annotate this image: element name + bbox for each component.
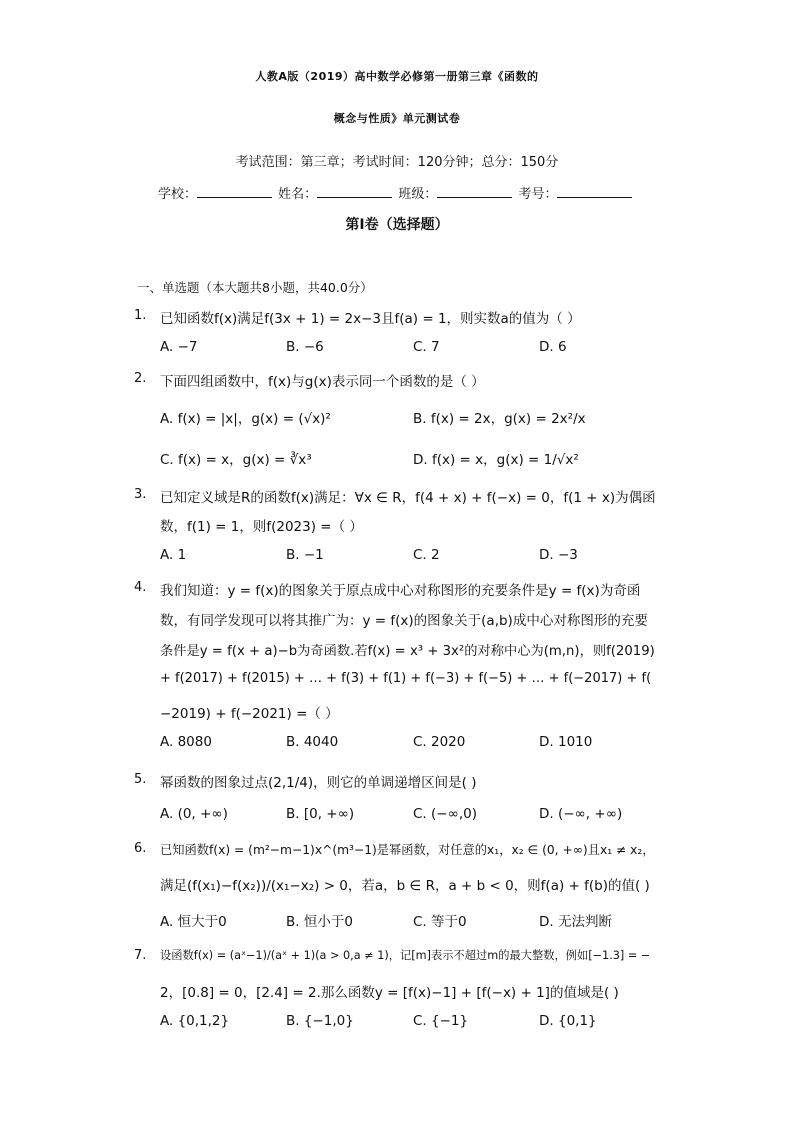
- option-b[interactable]: B. [0, +∞): [286, 806, 355, 822]
- option-c[interactable]: C. 等于0: [413, 914, 467, 930]
- question-text-line: −2019) + f(−2021) =（ ）: [160, 706, 339, 722]
- option-c[interactable]: C. 2: [413, 547, 440, 563]
- option-b[interactable]: B. f(x) = 2x，g(x) = 2x²/x: [413, 411, 586, 427]
- question-text-line: + f(2017) + f(2015) + … + f(3) + f(1) + f(−3) + f(−5) + … + f(−2017) + f(: [160, 671, 652, 686]
- option-b[interactable]: B. −1: [286, 547, 324, 563]
- option-d[interactable]: D. −3: [539, 547, 578, 563]
- option-c[interactable]: C. {−1}: [413, 1013, 469, 1029]
- option-d[interactable]: D. {0,1}: [539, 1013, 597, 1029]
- question-text-line: 条件是y = f(x + a)−b为奇函数.若f(x) = x³ + 3x²的对称中心为(m,n)，则f(2019): [160, 644, 655, 659]
- option-d[interactable]: D. 6: [539, 339, 567, 355]
- question-text-line: 已知定义域是R的函数f(x)满足：∀x ∈ R，f(4 + x) + f(−x) = 0，f(1 + x)为偶函: [160, 490, 656, 506]
- student-info-row: [158, 183, 634, 202]
- option-d[interactable]: D. 无法判断: [539, 914, 612, 930]
- class-label: 班级：: [398, 187, 438, 202]
- option-c[interactable]: C. 2020: [413, 734, 466, 750]
- question-text: 幂函数的图象过点(2,1/4)，则它的单调递增区间是( ): [160, 775, 477, 791]
- option-d[interactable]: D. (−∞, +∞): [539, 806, 623, 822]
- question-text: 已知函数f(x)满足f(3x + 1) = 2x−3且f(a) = 1，则实数a的值为（ ）: [160, 311, 581, 327]
- part-title: 第I卷（选择题）: [345, 217, 449, 233]
- question-text-line: 2，[0.8] = 0，[2.4] = 2.那么函数y = [f(x)−1] + [f(−x) + 1]的值域是( ): [160, 985, 619, 1001]
- question-text-line: 满足(f(x₁)−f(x₂))/(x₁−x₂) > 0，若a，b ∈ R，a + b < 0，则f(a) + f(b)的值( ): [160, 878, 650, 894]
- option-a[interactable]: A. (0, +∞): [160, 806, 228, 822]
- option-d[interactable]: D. 1010: [539, 734, 593, 750]
- option-c[interactable]: C. 7: [413, 339, 440, 355]
- option-a[interactable]: A. {0,1,2}: [160, 1013, 230, 1029]
- option-a[interactable]: A. 8080: [160, 734, 212, 750]
- option-b[interactable]: B. 恒小于0: [286, 914, 353, 930]
- question-number: 4.: [134, 580, 147, 595]
- title-line-2: 概念与性质》单元测试卷: [333, 112, 461, 125]
- question-text-line: 已知函数f(x) = (m²−m−1)x^(m³−1)是幂函数，对任意的x₁，x₂ ∈ (0, +∞)且x₁ ≠ x₂，: [160, 843, 655, 857]
- name-label: 姓名：: [278, 187, 318, 202]
- option-a[interactable]: A. 恒大于0: [160, 914, 227, 930]
- exam-info: 考试范围：第三章；考试时间：120分钟；总分：150分: [235, 155, 559, 170]
- option-c[interactable]: C. f(x) = x，g(x) = ∛x³: [160, 452, 312, 468]
- option-a[interactable]: A. f(x) = |x|，g(x) = (√x)²: [160, 411, 331, 427]
- option-c[interactable]: C. (−∞,0): [413, 806, 477, 822]
- question-number: 1.: [134, 308, 147, 323]
- option-d[interactable]: D. f(x) = x，g(x) = 1/√x²: [413, 452, 579, 468]
- option-a[interactable]: A. 1: [160, 547, 187, 563]
- question-number: 2.: [134, 371, 147, 386]
- option-b[interactable]: B. {−1,0}: [286, 1013, 354, 1029]
- question-number: 5.: [134, 772, 147, 787]
- question-text-line: 我们知道：y = f(x)的图象关于原点成中心对称图形的充要条件是y = f(x)为奇函: [160, 583, 641, 599]
- question-number: 6.: [134, 841, 147, 856]
- name-blank[interactable]: [317, 184, 392, 198]
- school-label: 学校：: [158, 187, 198, 202]
- class-blank[interactable]: [437, 184, 512, 198]
- number-label: 考号：: [518, 187, 558, 202]
- question-number: 3.: [134, 487, 147, 502]
- question-text-line: 数，有同学发现可以将其推广为：y = f(x)的图象关于(a,b)成中心对称图形的充要: [160, 613, 648, 629]
- question-text: 下面四组函数中，f(x)与g(x)表示同一个函数的是（ ）: [160, 374, 485, 390]
- question-text-line: 数，f(1) = 1，则f(2023) =（ ）: [160, 519, 363, 535]
- question-text-line: 设函数f(x) = (aˣ−1)/(aˣ + 1)(a > 0,a ≠ 1)，记[m]表示不超过m的最大整数，例如[−1.3] = −: [160, 949, 651, 962]
- section-title: 一、单选题（本大题共8小题，共40.0分）: [137, 280, 373, 295]
- option-b[interactable]: B. 4040: [286, 734, 339, 750]
- school-blank[interactable]: [197, 184, 272, 198]
- option-b[interactable]: B. −6: [286, 339, 324, 355]
- option-a[interactable]: A. −7: [160, 339, 198, 355]
- title-line-1: 人教A版（2019）高中数学必修第一册第三章《函数的: [255, 70, 539, 83]
- number-blank[interactable]: [557, 184, 632, 198]
- question-number: 7.: [134, 948, 147, 963]
